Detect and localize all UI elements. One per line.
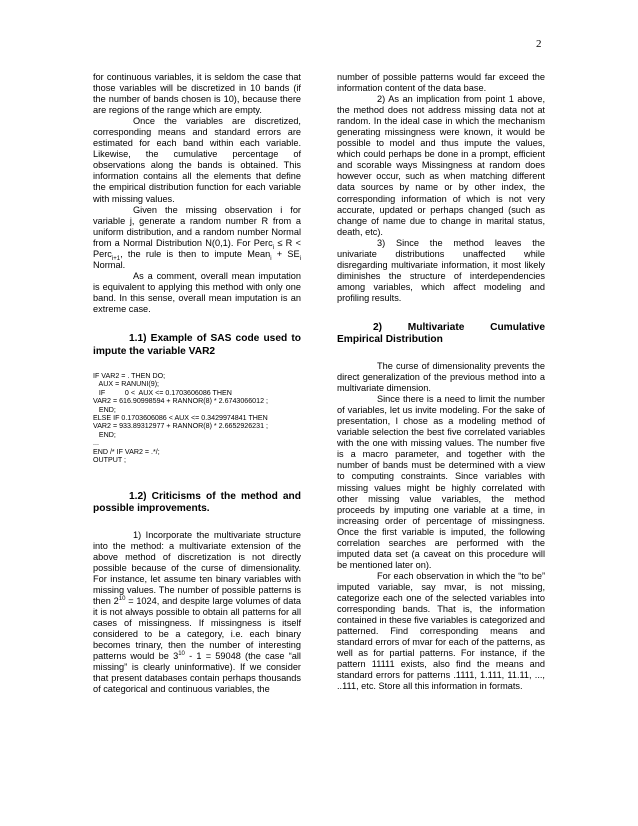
paragraph: for continuous variables, it is seldom the case that those variables will be discretized in 10 bands (if the number of bands chosen is 10), because there are regions of the range which are empty. [93,72,301,116]
code-line: AUX = RANUNI(9); [93,380,160,389]
code-line: END; [93,405,116,414]
paragraph: number of possible patterns would far exceed the information content of the data base. [337,72,545,94]
right-column [337,72,545,692]
code-line: IF VAR2 = . THEN DO; [93,372,166,381]
paragraph: 2) As an implication from point 1 above, the method does not address missing data not at random. In the ideal case in which the mechanism generating missingness were known, it would be possible to model and thus impute the values, which could perhaps be done in a prompt, efficient and scorable ways Missingness at random does however occur, such as when matching different data sources by name or by other index, the corresponding information of which is not very accurate, updated or perhaps changed (such as change of name due to change in marital status, death, etc). [337,94,545,237]
section-heading-1-1: 1.1) Example of SAS code used to impute the variable VAR2 [93,333,301,357]
paragraph: The curse of dimensionality prevents the direct generalization of the previous method into a multivariate dimension. [337,360,545,394]
code-line: ELSE IF 0.1703606086 < AUX <= 0.3429974841 THEN [93,414,268,423]
paragraph: Since there is a need to limit the number of variables, let us invite modeling. For the sake of presentation, I chose as a modeling method of variable selection the best five correlated variables with the one with missing values. The number five is a macro parameter, and together with the number of bands must be determined with a view to computing constraints. Since variables with missing values might be highly correlated with other missing value variables, the method proceeds by imputing one variable at a time, in increasing order of percentage of missingness. Once the first variable is imputed, the following correlation searches are performed with the imputed data set (a caveat on this procedure will be mentioned later on). [337,394,545,570]
code-line: VAR2 = 616.90998594 + RANNOR(8) * 2.6743066012 ; [93,397,268,406]
code-line: END; [93,430,116,439]
section-heading-2: 2) Multivariate Cumulative Empirical Distribution [337,321,545,346]
imputation-rule-paragraph: Given the missing observation i for variable j, generate a random number R from a uniform distribution, and a random number Normal from a Normal Distribution N(0,1). For Perc$_i$ ≤ R < Perc$_{i+1}$, the rule is then to impute Mean$_i$ + $SE_i$ Normal. [93,204,302,270]
page-number: 2 [536,38,542,50]
sas-code-block [93,372,301,464]
code-line: IF 0 < AUX <= 0.1703606086 THEN [93,388,232,397]
code-line: VAR2 = 933.89312977 + RANNOR(8) * 2.6652926231 ; [93,422,268,431]
code-line: END /* IF VAR2 = .*/; [93,447,160,456]
criticism-paragraph: 1) Incorporate the multivariate structure into the method: a multivariate extension of the above method of discretization is not directly possible because of the curse of dimensionality. For instance, let assume ten binary variables with missing values. The number of possible patterns is then $2^{10} = 1024$, and despite large volumes of data it is not always possible to obtain all patterns for all cases of missingness. If missingness is itself considered to be a category, i.e. each binary becomes trinary, then the number of interesting patterns would be $3^{10} - 1 = 59048$ (the case “all missing” is clearly uninformative). If we consider that present databases contain perhaps thousands of categorical and continuous variables, the [93,529,301,695]
paragraph: 3) Since the method leaves the univariate distributions unaffected while disregarding multivariate information, it most likely diminishes the structure of interdependencies among variables, which affect modeling and profiling results. [337,237,545,303]
left-column [93,72,301,695]
code-line: OUTPUT ; [93,456,126,465]
section-heading-1-2: 1.2) Criticisms of the method and possible improvements. [93,490,301,514]
paragraph: As a comment, overall mean imputation is equivalent to applying this method with only one band. In this sense, overall mean imputation is an extreme case. [93,270,301,314]
paragraph: Once the variables are discretized, corresponding means and standard errors are estimated for each band within each variable. Likewise, the cumulative percentage of observations along the bands is obtained. This information contains all the elements that define the empirical distribution function for each variable with missing values. [93,116,301,204]
paragraph: For each observation in which the “to be” imputed variable, say mvar, is not missing, categorize each one of the selected variables into corresponding bands. That is, the information contained in these five variables is categorized and patterned. Find corresponding means and standard errors of mvar for each of the patterns, as well as for partial patterns. For instance, if the pattern 11111 exists, also find the means and standard errors for patterns .1111, 1.111, 11.11, ..., ..111, etc. Store all this information in formats. [337,570,545,692]
code-line: ... [93,439,99,448]
